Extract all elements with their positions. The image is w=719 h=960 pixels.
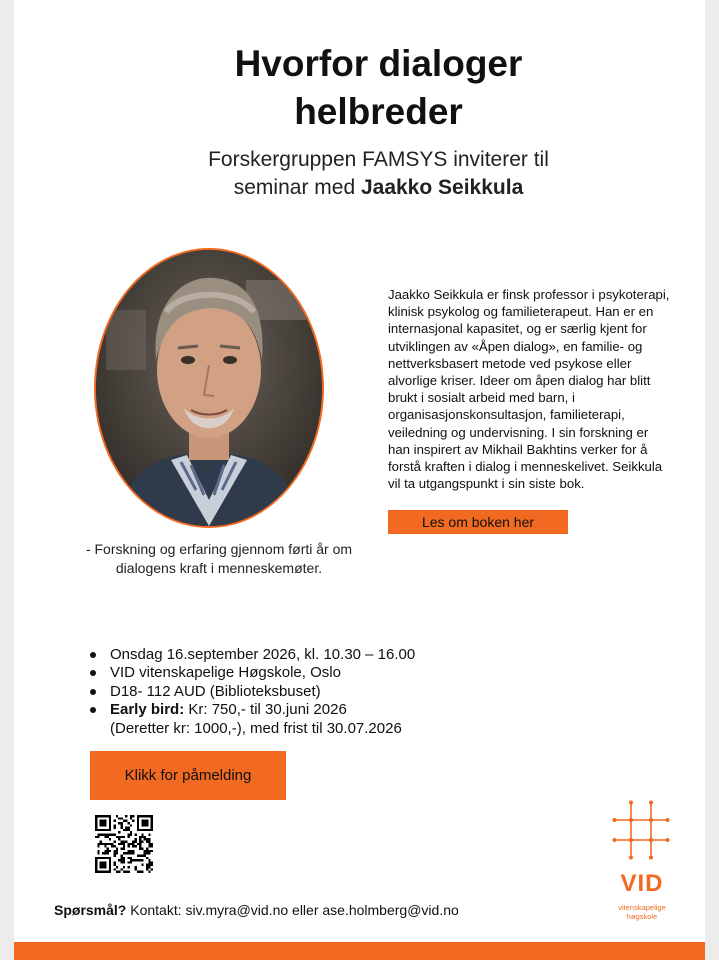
qr-code-icon[interactable] [95,815,153,873]
subtitle-prefix: seminar med [233,176,361,199]
vid-logo-icon [612,800,670,860]
speaker-name: Jaakko Seikkula [360,176,524,199]
subtitle-line-1: Forskergruppen FAMSYS inviterer til [208,148,549,171]
detail-date: Onsdag 16.september 2026, kl. 10.30 – 16.00 [86,646,506,664]
contact-label: Spørsmål? [54,902,127,918]
page-title [14,40,705,136]
contact-line [54,902,459,918]
title-line-2: helbreder [294,91,463,132]
logo-name: VID [620,870,664,897]
page-subtitle [14,146,705,202]
speaker-portrait [94,248,324,528]
logo-subtitle: vitenskapelige høgskole [618,903,666,921]
bullet-icon [90,689,96,695]
portrait-image [96,250,322,526]
bullet-icon [90,707,96,713]
detail-place: VID vitenskapelige Høgskole, Oslo [86,664,506,682]
bullet-icon [90,670,96,676]
detail-later-price: (Deretter kr: 1000,-), med frist til 30.07.2026 [110,719,402,737]
event-details [86,646,506,738]
title-line-1: Hvorfor dialoger [234,43,523,84]
bullet-icon [90,652,96,658]
subtitle-line-2 [14,174,705,202]
registration-button[interactable]: Klikk for påmelding [90,751,286,800]
footer-accent-bar [14,942,705,960]
read-book-button[interactable]: Les om boken her [388,510,568,534]
portrait-caption: - Forskning og erfaring gjennom førti år om dialogens kraft i menneskemøter. [85,541,353,576]
contact-text: Kontakt: siv.myra@vid.no eller ase.holmberg@vid.no [126,902,459,918]
detail-early-bird: Early bird: Kr: 750,- til 30.juni 2026 [86,701,506,719]
early-bird-label: Early bird: [110,701,185,719]
flyer-page [14,0,705,960]
speaker-bio: Jaakko Seikkula er finsk professor i psykoterapi, klinisk psykolog og familieterapeut. Han er en internasjonal kapasitet, og er særlig kjent for utviklingen av «Åpen dialog», en familie- og nettverksbasert metode ved psykose eller alvorlige kriser. Ideer om åpen dialog har blitt brukt i sosialt arbeid med barn, i organisasjonskonsultasjon, familieterapi, veiledning og undervisning. I sin forskning er han inspirert av Mikhail Bakhtins verker for å forstå kraften i dialog i menneskelivet. Seikkula vil ta utgangspunkt i sin siste bok. [388,287,670,492]
detail-room: D18- 112 AUD (Biblioteksbuset) [86,683,506,701]
